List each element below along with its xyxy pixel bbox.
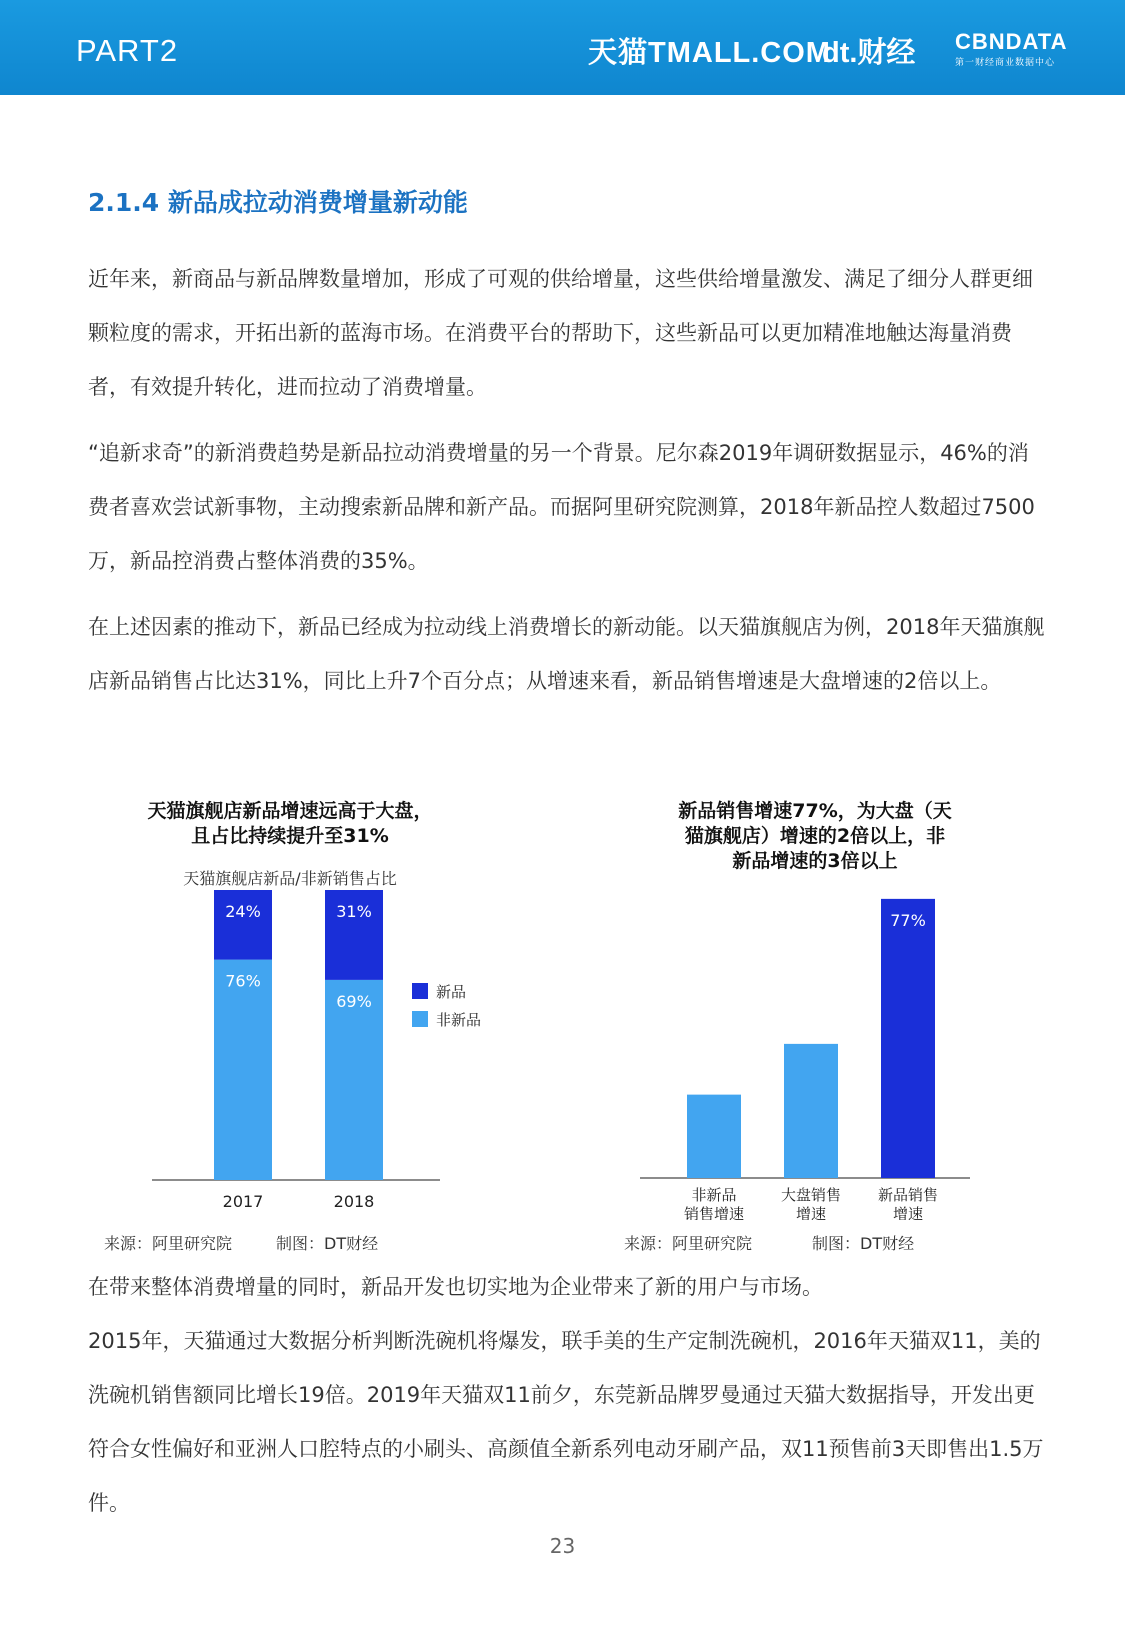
chart1-data-label: 69% [336, 991, 372, 1011]
chart1-title-line: 且占比持续提升至31% [191, 825, 389, 847]
cbndata-logo-subtitle: 第一财经商业数据中心 [955, 57, 1056, 67]
chart1-subtitle: 天猫旗舰店新品/非新销售占比 [183, 869, 397, 888]
chart1-source: 来源：阿里研究院 [104, 1234, 233, 1253]
chart2-source: 来源：阿里研究院 [624, 1234, 753, 1253]
chart2-bar [687, 1095, 741, 1178]
header-bar [0, 0, 1125, 95]
chart1-bar-segment [214, 890, 272, 960]
chart1-data-label: 76% [225, 971, 261, 991]
chart2-bar [881, 899, 935, 1178]
chart2-title [640, 799, 990, 874]
chart2-credit: 制图：DT财经 [812, 1234, 915, 1253]
chart1-tick-label: 2018 [333, 1192, 375, 1211]
chart2-tick-label: 销售增速 [683, 1205, 745, 1220]
chart1-title-line: 天猫旗舰店新品增速远高于大盘， [147, 800, 433, 822]
chart1-legend-label: 非新品 [436, 1011, 482, 1029]
chart2-tick-label: 新品销售 [877, 1186, 939, 1204]
chart2-title-line: 新品增速的3倍以上 [732, 850, 898, 872]
section-title: 2.1.4 新品成拉动消费增量新动能 [88, 188, 468, 217]
paragraph-5: 2015年，天猫通过大数据分析判断洗碗机将爆发，联手美的生产定制洗碗机，2016年天猫双11，美的洗碗机销售额同比增长19倍。2019年天猫双11前夕，东莞新品牌罗曼通过天猫大数据指导，开发出更符合女性偏好和亚洲人口腔特点的小刷头、高颜值全新系列电动牙刷产品，双11预售前3天即售出1.5万件。 [88, 1329, 1044, 1515]
chart2-data-label: 77% [890, 910, 926, 930]
chart2-title-line: 新品销售增速77%，为大盘（天 [678, 800, 952, 822]
chart1-tick-label: 2017 [222, 1192, 264, 1211]
chart2-bar [640, 880, 980, 1220]
chart1-bar-segment [214, 960, 272, 1180]
dt-finance-logo: dt.财经 [822, 37, 916, 69]
chart2-tick-label: 非新品 [691, 1186, 737, 1204]
chart2-title-line: 猫旗舰店）增速的2倍以上，非 [684, 825, 946, 847]
paragraph-2: “追新求奇”的新消费趋势是新品拉动消费增量的另一个背景。尼尔森2019年调研数据显示，46%的消费者喜欢尝试新事物，主动搜索新品牌和新产品。而据阿里研究院测算，2018年新品控人数超过7500万，新品控消费占整体消费的35%。 [88, 441, 1035, 573]
chart1-title [120, 799, 460, 849]
chart2-bar [784, 1044, 838, 1178]
chart1-data-label: 31% [336, 902, 372, 921]
paragraph-4: 在带来整体消费增量的同时，新品开发也切实地为企业带来了新的用户与市场。 [88, 1275, 823, 1299]
chart1-legend-label: 新品 [436, 983, 467, 1001]
paragraph-3: 在上述因素的推动下，新品已经成为拉动线上消费增长的新动能。以天猫旗舰店为例，2018年天猫旗舰店新品销售占比达31%，同比上升7个百分点；从增速来看，新品销售增速是大盘增速的2倍以上。 [88, 615, 1045, 693]
page-number: 23 [549, 1534, 576, 1558]
chart1-legend-swatch [412, 983, 428, 999]
paragraph-1: 近年来，新商品与新品牌数量增加，形成了可观的供给增量，这些供给增量激发、满足了细分人群更细颗粒度的需求，开拓出新的蓝海市场。在消费平台的帮助下，这些新品可以更加精准地触达海量消费者，有效提升转化，进而拉动了消费增量。 [88, 267, 1033, 399]
chart1-credit: 制图：DT财经 [276, 1234, 379, 1253]
chart2-tick-label: 增速 [795, 1205, 827, 1220]
chart1-stacked-bar [140, 880, 520, 1220]
chart1-legend-swatch [412, 1011, 428, 1027]
cbndata-logo: CBNDATA [955, 29, 1068, 54]
part-label: PART2 [76, 33, 179, 68]
chart2-tick-label: 增速 [892, 1205, 924, 1220]
tmall-logo: 天猫TMALL.COM [588, 37, 831, 69]
chart1-data-label: 24% [225, 902, 261, 921]
chart2-tick-label: 大盘销售 [780, 1186, 842, 1204]
